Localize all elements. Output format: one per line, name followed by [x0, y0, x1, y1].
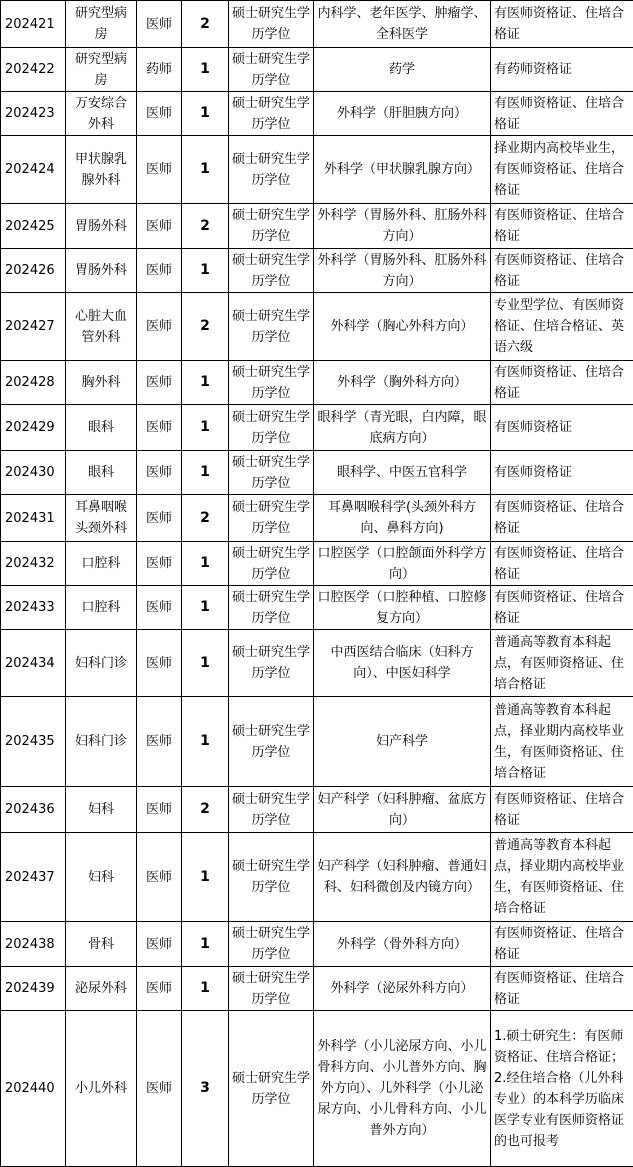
major-cell: 中西医结合临床（妇科方向）、中医妇科学	[314, 630, 491, 697]
education-cell: 硕士研究生学历学位	[229, 697, 314, 787]
education-cell: 硕士研究生学历学位	[229, 495, 314, 542]
major-cell: 外科学（肝胆胰方向）	[314, 92, 491, 136]
position-code-cell: 202435	[1, 697, 66, 787]
department-cell: 胃肠外科	[66, 204, 137, 249]
major-cell: 眼科学（青光眼，白内障，眼底病方向）	[314, 405, 491, 451]
department-cell: 妇科	[66, 833, 137, 922]
education-cell: 硕士研究生学历学位	[229, 542, 314, 586]
department-cell: 万安综合外科	[66, 92, 137, 136]
major-cell: 内科学、老年医学、肿瘤学、全科医学	[314, 1, 491, 48]
requirements-cell: 有医师资格证	[491, 405, 633, 451]
requirements-cell: 有医师资格证、住培合格证	[491, 586, 633, 630]
education-cell: 硕士研究生学历学位	[229, 630, 314, 697]
requirements-cell: 专业型学位、有医师资格证、住培合格证、英语六级	[491, 293, 633, 361]
position-code-cell: 202425	[1, 204, 66, 249]
requirements-cell: 有医师资格证、住培合格证	[491, 922, 633, 967]
headcount-cell: 1	[182, 542, 229, 586]
major-cell: 外科学（胸心外科方向）	[314, 293, 491, 361]
position-code-cell: 202426	[1, 249, 66, 293]
headcount-cell: 1	[182, 361, 229, 405]
headcount-cell: 2	[182, 495, 229, 542]
headcount-cell: 1	[182, 697, 229, 787]
table-row	[1, 586, 633, 630]
position-cell: 医师	[137, 1, 182, 48]
major-cell: 眼科学、中医五官科学	[314, 451, 491, 495]
department-cell: 研究型病房	[66, 1, 137, 48]
major-cell: 外科学（泌尿外科方向）	[314, 967, 491, 1011]
major-cell: 口腔医学（口腔种植、口腔修复方向）	[314, 586, 491, 630]
position-cell: 医师	[137, 787, 182, 833]
requirements-cell: 有医师资格证、住培合格证	[491, 249, 633, 293]
table-row	[1, 922, 633, 967]
department-cell: 眼科	[66, 451, 137, 495]
headcount-cell: 1	[182, 48, 229, 92]
position-cell: 医师	[137, 361, 182, 405]
headcount-cell: 1	[182, 967, 229, 1011]
table-row	[1, 967, 633, 1011]
requirements-cell: 有医师资格证、住培合格证	[491, 204, 633, 249]
requirements-cell: 1.硕士研究生：有医师资格证、住培合格证；2.经住培合格（儿外科专业）的本科学历临床医学专业有医师资格证的也可报考	[491, 1011, 633, 1167]
headcount-cell: 2	[182, 787, 229, 833]
department-cell: 眼科	[66, 405, 137, 451]
requirements-cell: 有医师资格证、住培合格证	[491, 967, 633, 1011]
requirements-cell: 有医师资格证、住培合格证	[491, 361, 633, 405]
requirements-cell: 有医师资格证、住培合格证	[491, 787, 633, 833]
department-cell: 泌尿外科	[66, 967, 137, 1011]
position-cell: 医师	[137, 967, 182, 1011]
major-cell: 外科学（胸外科方向）	[314, 361, 491, 405]
table-row	[1, 787, 633, 833]
headcount-cell: 2	[182, 293, 229, 361]
education-cell: 硕士研究生学历学位	[229, 136, 314, 204]
table-row	[1, 136, 633, 204]
position-code-cell: 202440	[1, 1011, 66, 1167]
major-cell: 外科学（胃肠外科、肛肠外科方向）	[314, 249, 491, 293]
department-cell: 骨科	[66, 922, 137, 967]
position-cell: 医师	[137, 586, 182, 630]
position-code-cell: 202430	[1, 451, 66, 495]
position-cell: 医师	[137, 922, 182, 967]
major-cell: 口腔医学（口腔颌面外科学方向）	[314, 542, 491, 586]
department-cell: 妇科	[66, 787, 137, 833]
position-code-cell: 202423	[1, 92, 66, 136]
major-cell: 外科学（胃肠外科、肛肠外科方向）	[314, 204, 491, 249]
requirements-cell: 择业期内高校毕业生，有医师资格证、住培合格证	[491, 136, 633, 204]
department-cell: 胸外科	[66, 361, 137, 405]
requirements-cell: 有医师资格证、住培合格证	[491, 1, 633, 48]
table-row	[1, 405, 633, 451]
education-cell: 硕士研究生学历学位	[229, 361, 314, 405]
position-cell: 医师	[137, 697, 182, 787]
table-row	[1, 1011, 633, 1167]
headcount-cell: 1	[182, 586, 229, 630]
table-row	[1, 92, 633, 136]
position-code-cell: 202421	[1, 1, 66, 48]
headcount-cell: 3	[182, 1011, 229, 1167]
department-cell: 妇科门诊	[66, 697, 137, 787]
table-body	[1, 1, 633, 1167]
major-cell: 妇产科学	[314, 697, 491, 787]
headcount-cell: 1	[182, 833, 229, 922]
requirements-cell: 普通高等教育本科起点，有医师资格证、住培合格证	[491, 630, 633, 697]
position-code-cell: 202437	[1, 833, 66, 922]
position-code-cell: 202429	[1, 405, 66, 451]
position-cell: 医师	[137, 136, 182, 204]
table-row	[1, 542, 633, 586]
education-cell: 硕士研究生学历学位	[229, 967, 314, 1011]
table-row	[1, 48, 633, 92]
table-row	[1, 249, 633, 293]
position-code-cell: 202424	[1, 136, 66, 204]
department-cell: 口腔科	[66, 586, 137, 630]
major-cell: 妇产科学（妇科肿瘤、普通妇科、妇科微创及内镜方向）	[314, 833, 491, 922]
education-cell: 硕士研究生学历学位	[229, 451, 314, 495]
table-row	[1, 630, 633, 697]
education-cell: 硕士研究生学历学位	[229, 405, 314, 451]
department-cell: 胃肠外科	[66, 249, 137, 293]
education-cell: 硕士研究生学历学位	[229, 204, 314, 249]
position-code-cell: 202439	[1, 967, 66, 1011]
table-row	[1, 293, 633, 361]
department-cell: 研究型病房	[66, 48, 137, 92]
position-code-cell: 202438	[1, 922, 66, 967]
headcount-cell: 2	[182, 204, 229, 249]
department-cell: 耳鼻咽喉头颈外科	[66, 495, 137, 542]
position-cell: 医师	[137, 293, 182, 361]
headcount-cell: 1	[182, 136, 229, 204]
major-cell: 药学	[314, 48, 491, 92]
position-cell: 医师	[137, 204, 182, 249]
headcount-cell: 1	[182, 405, 229, 451]
requirements-cell: 有医师资格证、住培合格证	[491, 495, 633, 542]
major-cell: 耳鼻咽喉科学(头颈外科方向、鼻科方向)	[314, 495, 491, 542]
position-cell: 医师	[137, 249, 182, 293]
requirements-cell: 普通高等教育本科起点，择业期内高校毕业生，有医师资格证、住培合格证	[491, 697, 633, 787]
major-cell: 妇产科学（妇科肿瘤、盆底方向）	[314, 787, 491, 833]
requirements-cell: 有医师资格证、住培合格证	[491, 92, 633, 136]
headcount-cell: 2	[182, 1, 229, 48]
headcount-cell: 1	[182, 249, 229, 293]
department-cell: 甲状腺乳腺外科	[66, 136, 137, 204]
education-cell: 硕士研究生学历学位	[229, 1, 314, 48]
education-cell: 硕士研究生学历学位	[229, 293, 314, 361]
table-row	[1, 833, 633, 922]
position-cell: 医师	[137, 833, 182, 922]
requirements-cell: 有药师资格证	[491, 48, 633, 92]
headcount-cell: 1	[182, 92, 229, 136]
position-code-cell: 202427	[1, 293, 66, 361]
education-cell: 硕士研究生学历学位	[229, 922, 314, 967]
position-code-cell: 202431	[1, 495, 66, 542]
position-code-cell: 202434	[1, 630, 66, 697]
major-cell: 外科学（甲状腺乳腺方向）	[314, 136, 491, 204]
department-cell: 妇科门诊	[66, 630, 137, 697]
table-row	[1, 1, 633, 48]
headcount-cell: 1	[182, 451, 229, 495]
major-cell: 外科学（骨外科方向）	[314, 922, 491, 967]
position-code-cell: 202433	[1, 586, 66, 630]
position-cell: 医师	[137, 542, 182, 586]
requirements-cell: 有医师资格证、住培合格证	[491, 542, 633, 586]
education-cell: 硕士研究生学历学位	[229, 586, 314, 630]
position-cell: 医师	[137, 405, 182, 451]
department-cell: 口腔科	[66, 542, 137, 586]
headcount-cell: 1	[182, 922, 229, 967]
position-cell: 医师	[137, 451, 182, 495]
position-code-cell: 202432	[1, 542, 66, 586]
education-cell: 硕士研究生学历学位	[229, 48, 314, 92]
table-row	[1, 451, 633, 495]
position-cell: 药师	[137, 48, 182, 92]
education-cell: 硕士研究生学历学位	[229, 92, 314, 136]
education-cell: 硕士研究生学历学位	[229, 249, 314, 293]
headcount-cell: 1	[182, 630, 229, 697]
major-cell: 外科学（小儿泌尿方向、小儿骨科方向、小儿普外方向、胸外方向）、儿外科学（小儿泌尿方向、小儿骨科方向、小儿普外方向）	[314, 1011, 491, 1167]
education-cell: 硕士研究生学历学位	[229, 787, 314, 833]
position-code-cell: 202436	[1, 787, 66, 833]
education-cell: 硕士研究生学历学位	[229, 1011, 314, 1167]
position-code-cell: 202428	[1, 361, 66, 405]
requirements-cell: 有医师资格证	[491, 451, 633, 495]
position-code-cell: 202422	[1, 48, 66, 92]
position-cell: 医师	[137, 1011, 182, 1167]
position-cell: 医师	[137, 630, 182, 697]
requirements-cell: 普通高等教育本科起点，择业期内高校毕业生，有医师资格证、住培合格证	[491, 833, 633, 922]
table-row	[1, 697, 633, 787]
department-cell: 小儿外科	[66, 1011, 137, 1167]
department-cell: 心脏大血管外科	[66, 293, 137, 361]
table-row	[1, 204, 633, 249]
position-cell: 医师	[137, 495, 182, 542]
position-cell: 医师	[137, 92, 182, 136]
table-row	[1, 495, 633, 542]
table-row	[1, 361, 633, 405]
education-cell: 硕士研究生学历学位	[229, 833, 314, 922]
